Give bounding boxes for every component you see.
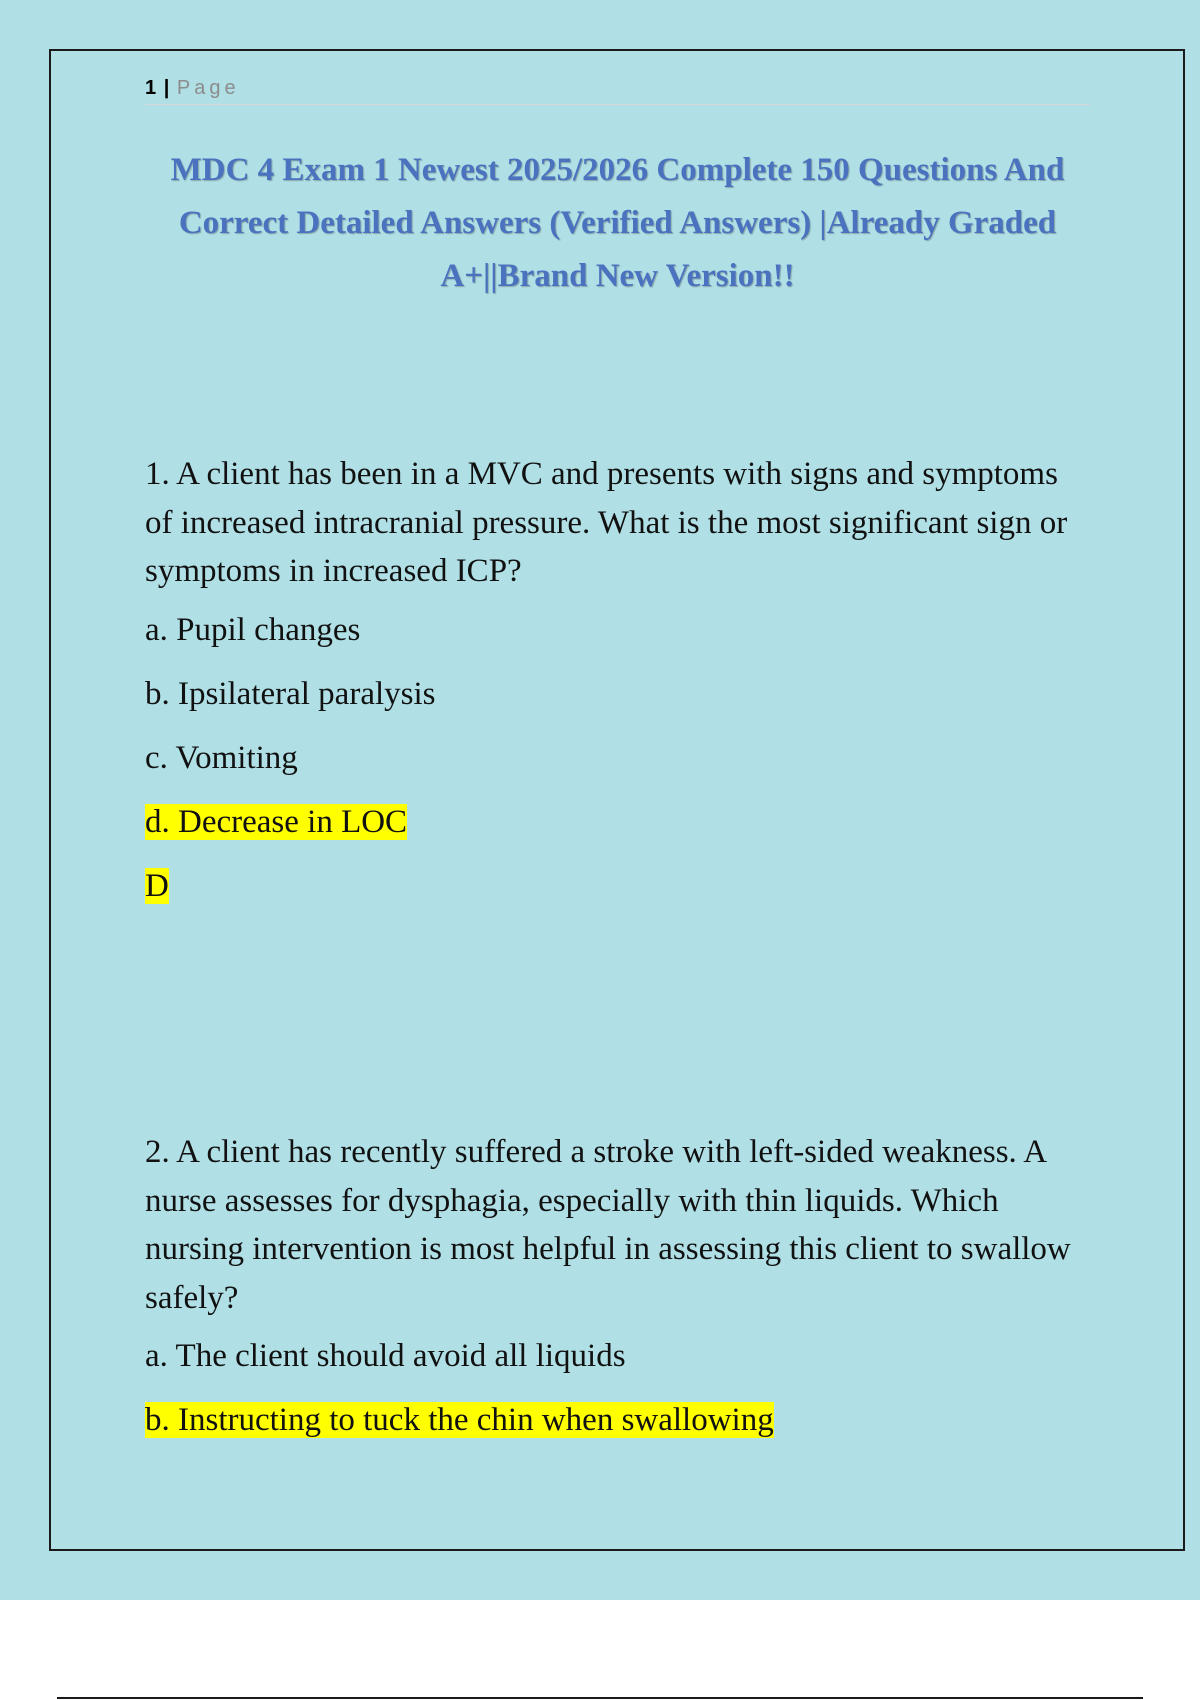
highlighted-answer: b. Instructing to tuck the chin when swallowing [145,1402,774,1438]
question-2-text: 2. A client has recently suffered a stroke with left-sided weakness. A nurse assesses for dysphagia, especially with thin liquids. Which nursing intervention is most helpful in assessing this client to swallow safely? [145,1134,1071,1316]
question-1-text: 1. A client has been in a MVC and presents with signs and symptoms of increased intracranial pressure. What is the most significant sign or symptoms in increased ICP? [145,456,1068,589]
question-1-option-b: b. Ipsilateral paralysis [145,675,436,712]
page-number: 1 [145,77,157,99]
page-separator: | [163,77,170,99]
question-1-option-a: a. Pupil changes [145,611,361,648]
page-header [145,74,1090,105]
question-2-option-a: a. The client should avoid all liquids [145,1338,626,1374]
question-1 [145,450,1090,906]
document-title: MDC 4 Exam 1 Newest 2025/2026 Complete 150 Questions And Correct Detailed Answers (Verified Answers) |Already Graded A+||Brand New Version!! [170,152,1065,294]
next-page-border [57,1697,1143,1699]
page-label: Page [176,77,240,99]
answer-letter: D [145,867,169,904]
highlighted-answer: d. Decrease in LOC [145,803,408,840]
question-2-option-b [145,1400,1090,1440]
question-1-answer [145,866,1090,906]
question-1-option-d [145,802,1090,842]
question-1-option-c: c. Vomiting [145,739,298,776]
question-2 [145,1128,1090,1440]
